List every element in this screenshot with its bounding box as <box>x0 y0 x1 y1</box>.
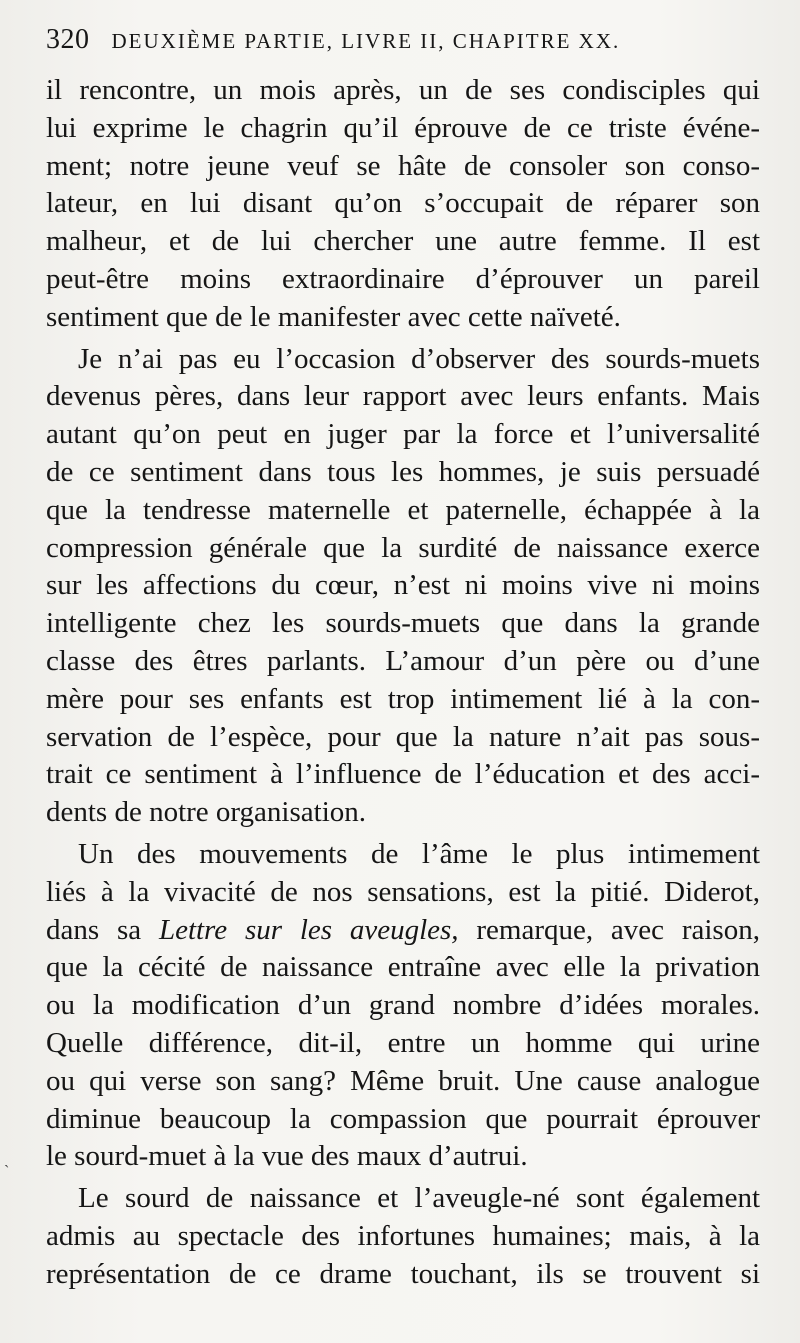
text-fragment: dans sa <box>46 913 142 946</box>
text-line: compression générale que la surdité de naissance exerce <box>46 531 760 564</box>
text-line: Le sourd de naissance et l’aveugle-né sont également <box>78 1182 760 1215</box>
text-line: de ce sentiment dans tous les hommes, je suis persuadé <box>46 455 760 488</box>
page-number: 320 <box>46 24 90 55</box>
text-line: devenus pères, dans leur rapport avec leurs enfants. Mais <box>46 380 760 413</box>
text-line: ou la modification d’un grand nombre d’idées morales. <box>46 989 760 1022</box>
text-line: diminue beaucoup la compassion que pourrait éprouver <box>46 1102 760 1135</box>
text-line: sur les affections du cœur, n’est ni moins vive ni moins <box>46 569 760 602</box>
running-head-title: DEUXIÈME PARTIE, LIVRE II, CHAPITRE XX. <box>111 29 621 53</box>
text-line: ment; notre jeune veuf se hâte de consoler son conso- <box>46 149 760 182</box>
running-header <box>46 24 746 56</box>
text-line: que la tendresse maternelle et paternelle, échappée à la <box>46 493 760 526</box>
text-line: que la cécité de naissance entraîne avec elle la privation <box>46 951 760 984</box>
text-line: admis au spectacle des infortunes humaines; mais, à la <box>46 1219 760 1252</box>
text-line: classe des êtres parlants. L’amour d’un père ou d’une <box>46 644 760 677</box>
text-line: liés à la vivacité de nos sensations, est la pitié. Diderot, <box>46 875 760 908</box>
text-line: mère pour ses enfants est trop intimement lié à la con- <box>46 682 760 715</box>
text-line: intelligente chez les sourds-muets que dans la grande <box>46 607 760 640</box>
text-line: représentation de ce drame touchant, ils se trouvent si <box>46 1257 760 1290</box>
text-line: ou qui verse son sang? Même bruit. Une cause analogue <box>46 1064 760 1097</box>
text-fragment: remarque, avec raison, <box>476 913 760 946</box>
text-line: trait ce sentiment à l’influence de l’éducation et des acci- <box>46 758 760 791</box>
text-line: autant qu’on peut en juger par la force et l’universalité <box>46 418 760 451</box>
text-line: sentiment que de le manifester avec cette naïveté. <box>46 300 621 333</box>
text-line: servation de l’espèce, pour que la nature n’ait pas sous- <box>46 720 760 753</box>
text-line-with-title <box>46 912 760 950</box>
text-line: Un des mouvements de l’âme le plus intimement <box>78 837 760 870</box>
book-title: Lettre sur les aveugles, <box>158 913 459 946</box>
text-line: dents de notre organisation. <box>46 796 367 829</box>
text-line: Je n’ai pas eu l’occasion d’observer des sourds-muets <box>78 342 760 375</box>
page-body-text <box>46 72 760 1294</box>
text-line: Quelle différence, dit-il, entre un homme qui urine <box>46 1026 760 1059</box>
margin-mark: ` <box>4 1163 10 1180</box>
text-line: il rencontre, un mois après, un de ses condisciples qui <box>46 74 760 106</box>
text-line: lui exprime le chagrin qu’il éprouve de ce triste événe- <box>46 111 760 144</box>
text-line: le sourd-muet à la vue des maux d’autrui. <box>46 1140 528 1173</box>
text-line: lateur, en lui disant qu’on s’occupait de réparer son <box>46 187 760 220</box>
text-line: malheur, et de lui chercher une autre femme. Il est <box>46 225 760 258</box>
text-line: peut-être moins extraordinaire d’éprouver un pareil <box>46 262 760 295</box>
